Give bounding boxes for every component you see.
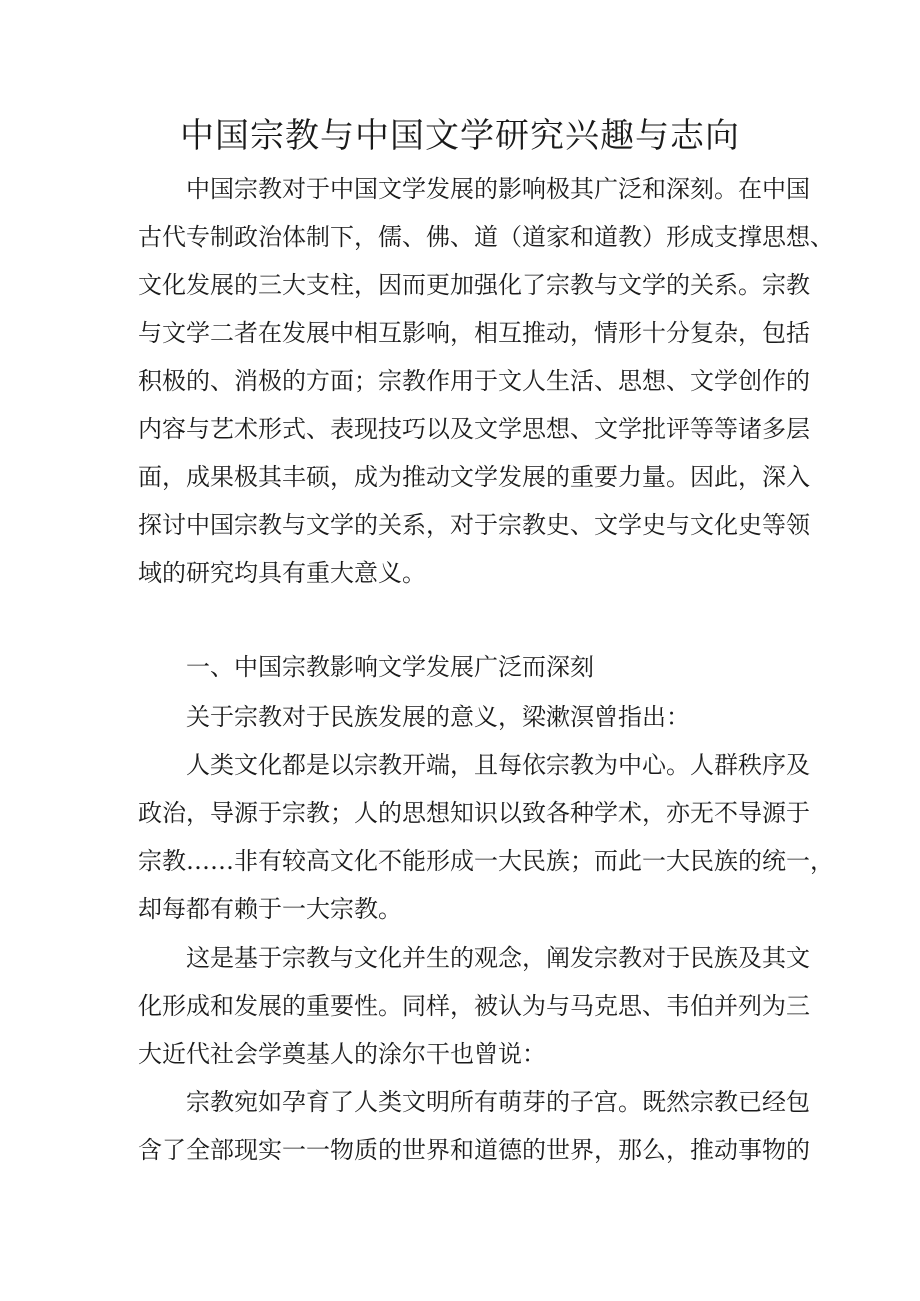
paragraph-line: 关于宗教对于民族发展的意义，梁漱溟曾指出：	[186, 703, 690, 731]
paragraph-line: 探讨中国宗教与文学的关系，对于宗教史、文学史与文化史等领	[138, 511, 810, 539]
paragraph-line: 古代专制政治体制下，儒、佛、道（道家和道教）形成支撑思想、	[138, 223, 834, 251]
quote-durkheim	[138, 1078, 810, 1174]
paragraph-line: 大近代社会学奠基人的涂尔干也曾说：	[138, 1040, 546, 1068]
quote-line: 人类文化都是以宗教开端，且每依宗教为中心。人群秩序及	[186, 751, 810, 779]
paragraph-line: 内容与艺术形式、表现技巧以及文学思想、文学批评等等诸多层	[138, 415, 810, 443]
quote-line: 政治，导源于宗教；人的思想知识以致各种学术，亦无不导源于	[138, 799, 810, 827]
paragraph-liang	[138, 693, 798, 741]
quote-line: 却每都有赖于一大宗教。	[138, 895, 402, 923]
quote-line: 含了全部现实一一物质的世界和道德的世界，那么，推动事物的	[138, 1136, 810, 1164]
paragraph-line: 域的研究均具有重大意义。	[138, 559, 426, 587]
section-heading	[138, 643, 798, 691]
paragraph-line: 这是基于宗教与文化并生的观念，阐发宗教对于民族及其文	[186, 944, 810, 972]
quote-line: 宗教……非有较高文化不能形成一大民族；而此一大民族的统一，	[138, 847, 834, 875]
paragraph-line: 化形成和发展的重要性。同样，被认为与马克思、韦伯并列为三	[138, 992, 810, 1020]
paragraph-line: 积极的、消极的方面；宗教作用于文人生活、思想、文学创作的	[138, 367, 810, 395]
paragraph-line: 中国宗教对于中国文学发展的影响极其广泛和深刻。在中国	[186, 175, 810, 203]
quote-liang	[138, 741, 834, 933]
quote-line: 宗教宛如孕育了人类文明所有萌芽的子宫。既然宗教已经包	[186, 1088, 810, 1116]
paragraph-line: 面，成果极其丰硕，成为推动文学发展的重要力量。因此，深入	[138, 463, 810, 491]
paragraph-durkheim-intro	[138, 934, 810, 1078]
intro-paragraph	[138, 165, 834, 597]
document-title: 中国宗教与中国文学研究兴趣与志向	[180, 116, 740, 156]
paragraph-line: 与文学二者在发展中相互影响，相互推动，情形十分复杂，包括	[138, 319, 810, 347]
section-heading-text: 一、中国宗教影响文学发展广泛而深刻	[186, 653, 594, 681]
paragraph-line: 文化发展的三大支柱，因而更加强化了宗教与文学的关系。宗教	[138, 271, 810, 299]
